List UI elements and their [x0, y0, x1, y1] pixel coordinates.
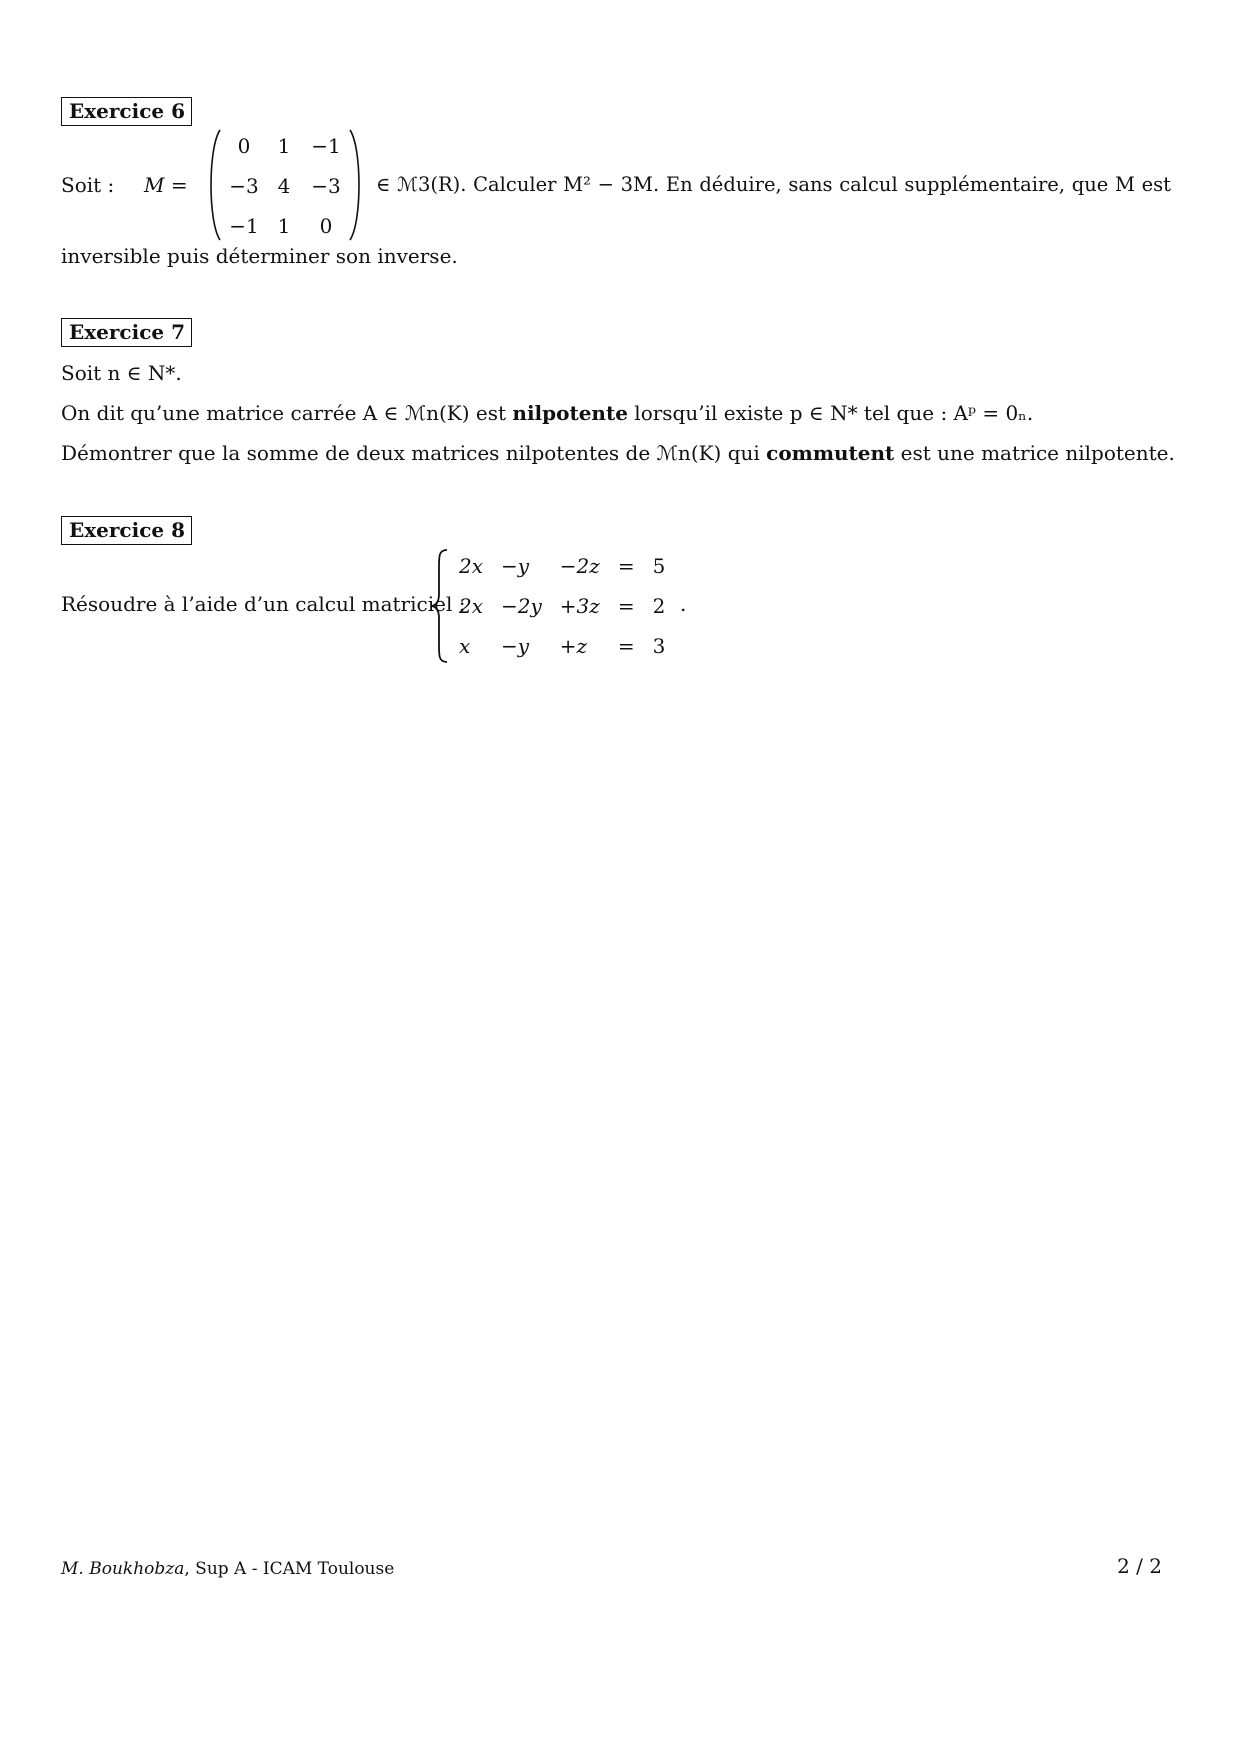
matrix-cell: 1	[277, 134, 291, 158]
matrix-cell: 0	[237, 134, 251, 158]
matrix-cell: 4	[277, 174, 291, 198]
left-paren-icon	[206, 128, 222, 242]
system-row	[450, 586, 674, 626]
ex8-intro: Résoudre à l’aide d’un calcul matriciel :	[61, 592, 466, 616]
term: −y	[501, 554, 530, 578]
matrix-cell: −3	[311, 174, 341, 198]
ex8-system	[450, 546, 674, 666]
rhs-value: 5	[652, 554, 666, 578]
rhs-value: 2	[652, 594, 666, 618]
ex7-question: Démontrer que la somme de deux matrices nilpotentes de ℳn(K) qui commutent est une matrice nilpotente.	[61, 441, 1175, 465]
equals-sign: =	[617, 594, 635, 618]
ex6-soit-label: Soit :	[61, 173, 115, 197]
rhs-value: 3	[652, 634, 666, 658]
ex6-statement-line2: inversible puis déterminer son inverse.	[61, 244, 458, 268]
matrix-cell: −3	[229, 174, 259, 198]
right-paren-icon	[348, 128, 364, 242]
exercise-8-title: Exercice 8	[61, 516, 192, 545]
matrix-cell: 1	[277, 214, 291, 238]
term: −2y	[501, 594, 542, 618]
term: 2x	[459, 554, 484, 578]
term: 2x	[459, 594, 484, 618]
equals-sign: =	[617, 554, 635, 578]
term: +3z	[559, 594, 600, 618]
matrix-cell: −1	[311, 134, 341, 158]
exercise-7-title: Exercice 7	[61, 318, 192, 347]
term: −2z	[559, 554, 600, 578]
system-row	[450, 626, 674, 666]
footer-author: M. Boukhobza, Sup A - ICAM Toulouse	[61, 1559, 395, 1579]
term: +z	[559, 634, 588, 658]
ex8-end-period: .	[680, 592, 687, 616]
ex6-statement: ∈ ℳ3(R). Calculer M² − 3M. En déduire, sans calcul supplémentaire, que M est	[376, 173, 1171, 196]
page-number: 2 / 2	[1117, 1554, 1162, 1578]
ex7-line1: Soit n ∈ N*.	[61, 361, 182, 385]
matrix-cell: −1	[229, 214, 259, 238]
system-row	[450, 546, 674, 586]
ex6-matrix	[206, 128, 364, 242]
exercise-6-title: Exercice 6	[61, 97, 192, 126]
left-brace-icon	[430, 548, 450, 664]
ex7-definition: On dit qu’une matrice carrée A ∈ ℳn(K) est nilpotente lorsqu’il existe p ∈ N* tel que : Aᵖ = 0ₙ.	[61, 401, 1034, 425]
term: x	[459, 634, 471, 658]
ex6-matrix-lhs: M =	[144, 173, 188, 197]
matrix-cell: 0	[319, 214, 333, 238]
term: −y	[501, 634, 530, 658]
equals-sign: =	[617, 634, 635, 658]
